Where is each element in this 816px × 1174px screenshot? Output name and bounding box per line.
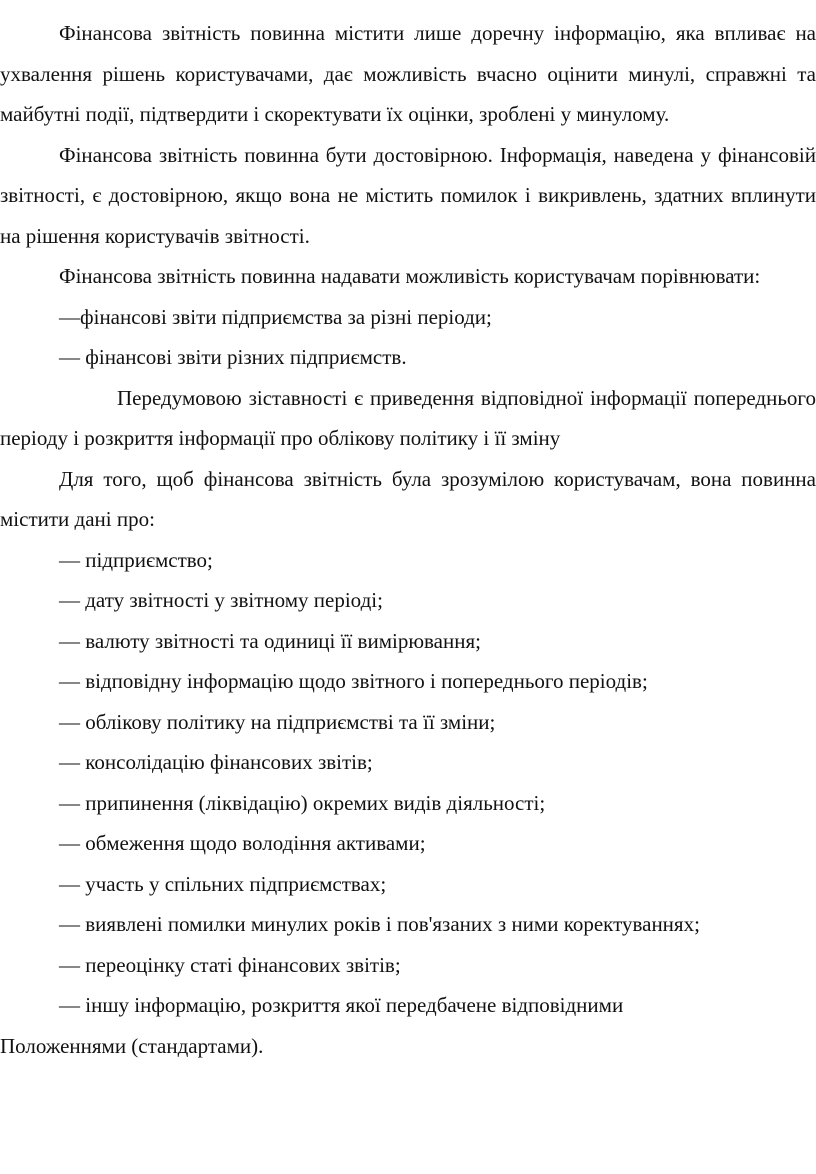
list-item: — дату звітності у звітному періоді;: [59, 588, 383, 612]
paragraph-comparability-intro: Фінансова звітність повинна надавати можливість користувачам порівнювати:: [59, 264, 761, 288]
list-item-last-continuation: Положеннями (стандартами).: [0, 1033, 264, 1058]
list-item: — участь у спільних підприємствах;: [59, 871, 387, 896]
list-item: — обмеження щодо володіння активами;: [59, 831, 426, 855]
list-item: — припинення (ліквідацію) окремих видів діяльності;: [59, 790, 546, 815]
list-item: — облікову політику на підприємстві та її зміни;: [59, 709, 496, 734]
list-item: — фінансові звіти різних підприємств.: [59, 345, 407, 369]
list-item: — підприємство;: [59, 547, 213, 572]
list-item: — відповідну інформацію щодо звітного і попереднього періодів;: [59, 669, 648, 693]
list-item: — виявлені помилки минулих років і пов'язаних з ними коректуваннях;: [59, 912, 700, 936]
paragraph-relevance: Фінансова звітність повинна містити лише доречну інформацію, яка впливає на ухвалення рішень користувачами, дає можливість вчасно оцінити минулі, справжні та майбутні події, підтвердити і скоректувати їх оцінки, зроблені у минулому.: [0, 21, 816, 126]
list-item: —фінансові звіти підприємства за різні періоди;: [59, 304, 492, 329]
list-item: — валюту звітності та одиниці її вимірювання;: [59, 628, 481, 653]
list-item-last: — іншу інформацію, розкриття якої передбачене відповідними: [59, 993, 624, 1017]
paragraph-clarity: Для того, щоб фінансова звітність була зрозумілою користувачам, вона повинна містити дані про:: [0, 466, 816, 531]
list-item: — переоцінку статі фінансових звітів;: [59, 952, 401, 977]
paragraph-comparability-precondition: Передумовою зіставності є приведення відповідної інформації попереднього періоду і розкриття інформації про облікову політику і її зміну: [0, 385, 816, 450]
paragraph-reliability: Фінансова звітність повинна бути достовірною. Інформація, наведена у фінансовій звітності, є достовірною, якщо вона не містить помилок і викривлень, здатних вплинути на рішення користувачів звітності.: [0, 142, 816, 248]
list-item: — консолідацію фінансових звітів;: [59, 750, 373, 774]
